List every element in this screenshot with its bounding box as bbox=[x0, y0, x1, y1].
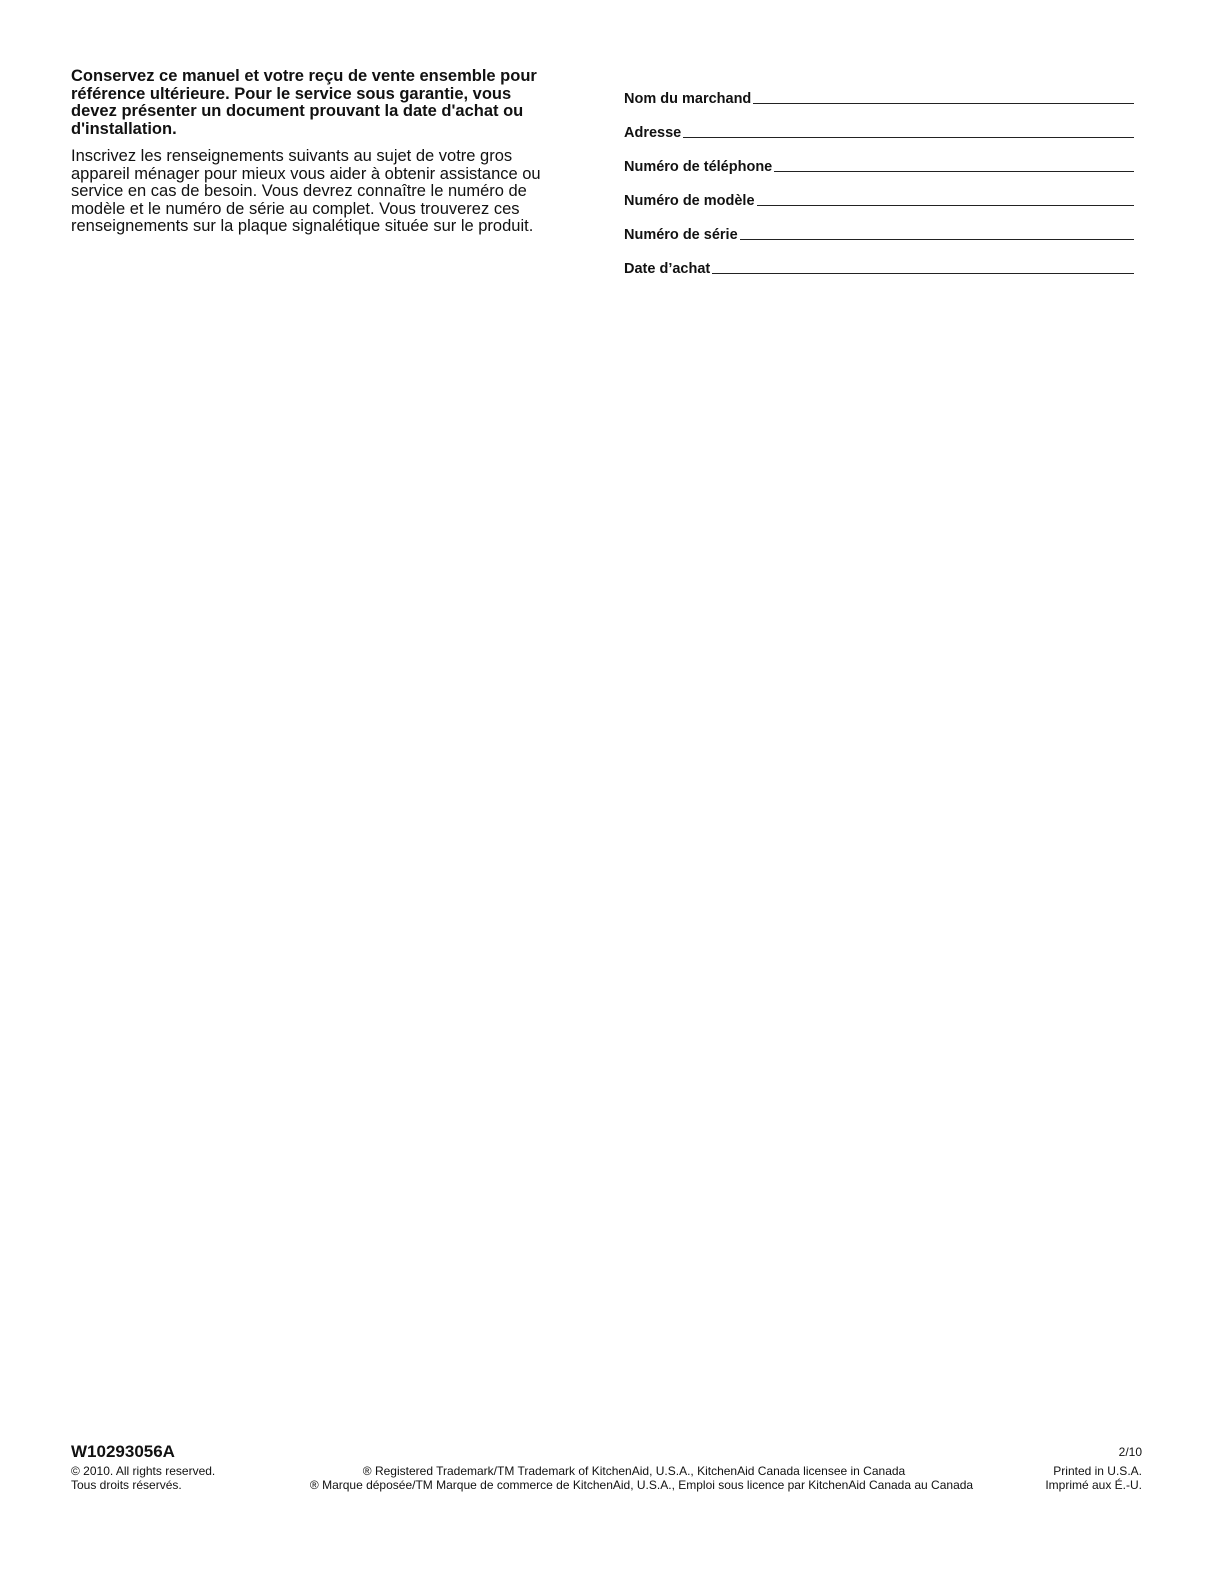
fill-in-line[interactable] bbox=[774, 170, 1134, 172]
fill-in-line[interactable] bbox=[753, 102, 1134, 104]
field-label: Date d’achat bbox=[624, 261, 711, 277]
fill-in-line[interactable] bbox=[683, 136, 1134, 138]
trademark-text-en: ® Registered Trademark/TM Trademark of KitchenAid, U.S.A., KitchenAid Canada licensee in Canada bbox=[362, 1464, 906, 1478]
field-label: Numéro de modèle bbox=[624, 193, 755, 209]
record-form bbox=[624, 74, 1134, 278]
intro-section bbox=[71, 68, 591, 236]
instructions-paragraph: Inscrivez les renseignements suivants au sujet de votre gros appareil ménager pour mieux vous aider à obtenir assistance ou service en cas de besoin. Vous devrez connaître le numéro de modèle et le numéro de série au complet. Vous trouverez ces renseignements sur la plaque signalétique située sur le produit. bbox=[71, 147, 541, 235]
address-field[interactable] bbox=[624, 108, 1134, 142]
fill-in-line[interactable] bbox=[740, 238, 1134, 240]
copyright-text-fr: Tous droits réservés. bbox=[71, 1478, 182, 1492]
copyright-text: © 2010. All rights reserved. bbox=[71, 1464, 216, 1478]
printed-in-text-en: Printed in U.S.A. bbox=[1053, 1464, 1142, 1478]
model-number-field[interactable] bbox=[624, 176, 1134, 210]
page-footer bbox=[71, 1442, 1142, 1502]
field-label: Numéro de téléphone bbox=[624, 159, 773, 175]
field-label: Adresse bbox=[624, 125, 682, 141]
fill-in-line[interactable] bbox=[712, 272, 1134, 274]
fill-in-line[interactable] bbox=[757, 204, 1134, 206]
field-label: Nom du marchand bbox=[624, 91, 752, 107]
serial-number-field[interactable] bbox=[624, 210, 1134, 244]
trademark-text-fr: ® Marque déposée/TM Marque de commerce de KitchenAid, U.S.A., Emploi sous licence par KitchenAid Canada au Canada bbox=[309, 1478, 974, 1492]
field-label: Numéro de série bbox=[624, 227, 738, 243]
date-code: 2/10 bbox=[1118, 1445, 1142, 1459]
printed-in-text-fr: Imprimé aux É.-U. bbox=[1045, 1478, 1142, 1492]
phone-field[interactable] bbox=[624, 142, 1134, 176]
dealer-name-field[interactable] bbox=[624, 74, 1134, 108]
part-number: W10293056A bbox=[71, 1442, 175, 1461]
retention-notice: Conservez ce manuel et votre reçu de vente ensemble pour référence ultérieure. Pour le service sous garantie, vous devez présenter un document prouvant la date d'achat ou d'installation. bbox=[71, 67, 537, 138]
purchase-date-field[interactable] bbox=[624, 244, 1134, 278]
